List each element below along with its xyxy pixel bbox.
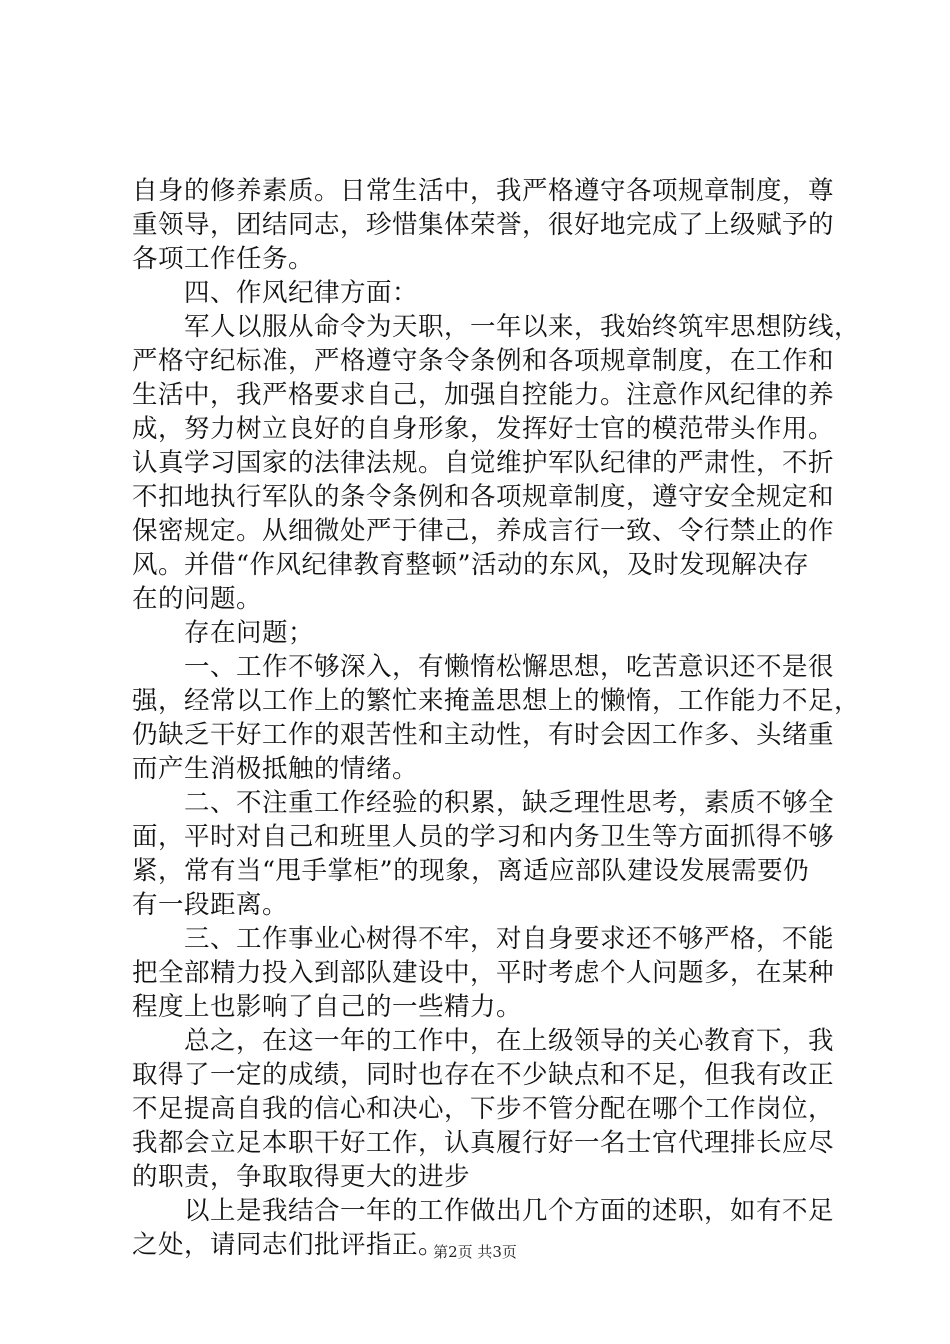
text-line: 生活中，我严格要求自己，加强自控能力。注意作风纪律的养: [132, 380, 835, 410]
text-line: 风。并借“作风纪律教育整顿”活动的东风，及时发现解决存: [132, 550, 810, 580]
text-line: 强，经常以工作上的繁忙来掩盖思想上的懒惰，工作能力不足，: [132, 686, 861, 716]
text-line: 而产生消极抵触的情绪。: [132, 754, 419, 784]
text-line: 三、工作事业心树得不牢，对自身要求还不够严格，不能: [132, 924, 835, 954]
text-line: 严格守纪标准，严格遵守条令条例和各项规章制度，在工作和: [132, 346, 835, 376]
text-line: 在的问题。: [132, 584, 263, 614]
section-heading: 存在问题；: [132, 618, 315, 648]
text-line: 我都会立足本职干好工作，认真履行好一名士官代理排长应尽: [132, 1128, 835, 1158]
text-line: 重领导，团结同志，珍惜集体荣誉，很好地完成了上级赋予的: [132, 210, 835, 240]
text-line: 各项工作任务。: [132, 244, 315, 274]
text-line: 之处，请同志们批评指正。: [132, 1230, 445, 1260]
text-line: 军人以服从命令为天职，一年以来，我始终筑牢思想防线，: [132, 312, 861, 342]
text-line: 紧，常有当“甩手掌柜”的现象，离适应部队建设发展需要仍: [132, 856, 810, 886]
text-line: 不扣地执行军队的条令条例和各项规章制度，遵守安全规定和: [132, 482, 835, 512]
body-text: [132, 174, 861, 1262]
section-heading: 四、作风纪律方面：: [132, 278, 419, 308]
text-line: 以上是我结合一年的工作做出几个方面的述职，如有不足: [132, 1196, 835, 1226]
text-line: 一、工作不够深入，有懒惰松懈思想，吃苦意识还不是很: [132, 652, 835, 682]
text-line: 程度上也影响了自己的一些精力。: [132, 992, 523, 1022]
text-line: 保密规定。从细微处严于律己，养成言行一致、令行禁止的作: [132, 516, 835, 546]
page-footer: 第2页 共3页: [433, 1243, 517, 1261]
text-line: 认真学习国家的法律法规。自觉维护军队纪律的严肃性，不折: [132, 448, 835, 478]
text-line: 总之，在这一年的工作中，在上级领导的关心教育下，我: [132, 1026, 835, 1056]
text-line: 不足提高自我的信心和决心，下步不管分配在哪个工作岗位，: [132, 1094, 835, 1124]
text-line: 二、不注重工作经验的积累，缺乏理性思考，素质不够全: [132, 788, 835, 818]
text-line: 取得了一定的成绩，同时也存在不少缺点和不足，但我有改正: [132, 1060, 835, 1090]
text-line: 把全部精力投入到部队建设中，平时考虑个人问题多，在某种: [132, 958, 835, 988]
text-line: 成，努力树立良好的自身形象，发挥好士官的模范带头作用。: [132, 414, 835, 444]
text-line: 的职责，争取取得更大的进步: [132, 1162, 471, 1192]
text-line: 自身的修养素质。日常生活中，我严格遵守各项规章制度，尊: [132, 176, 835, 206]
text-line: 仍缺乏干好工作的艰苦性和主动性，有时会因工作多、头绪重: [132, 720, 835, 750]
text-line: 有一段距离。: [132, 890, 289, 920]
text-line: 面，平时对自己和班里人员的学习和内务卫生等方面抓得不够: [132, 822, 835, 852]
